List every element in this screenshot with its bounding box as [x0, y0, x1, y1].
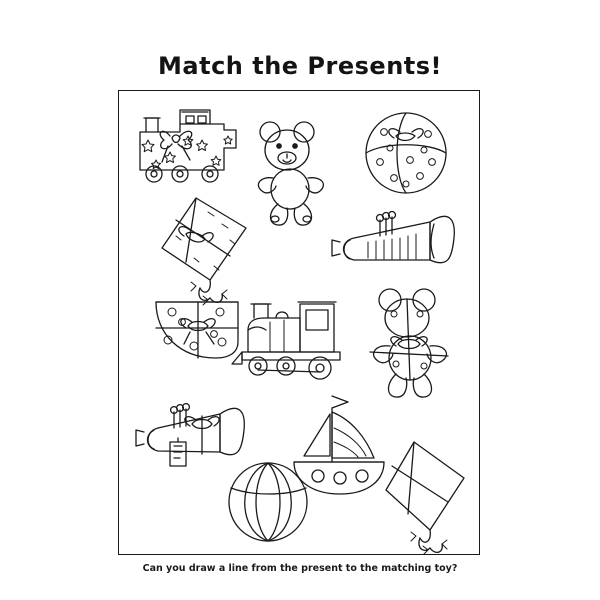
item-boat-toy	[294, 396, 384, 494]
item-trumpet-present	[136, 404, 244, 466]
item-kite-present	[162, 198, 246, 305]
item-boat-present	[156, 302, 238, 358]
item-ball-present	[366, 113, 446, 193]
item-teddy-bear	[258, 122, 323, 225]
item-train-present	[140, 110, 236, 182]
item-ball-toy	[229, 463, 307, 541]
item-kite-toy	[386, 442, 464, 555]
item-teddy-present	[370, 289, 448, 397]
worksheet-artwork	[118, 90, 480, 555]
instruction-text: Can you draw a line from the present to the matching toy?	[142, 563, 458, 574]
item-train-toy	[232, 302, 340, 379]
item-trumpet-toy	[332, 212, 454, 263]
page-title: Match the Presents!	[158, 52, 442, 80]
